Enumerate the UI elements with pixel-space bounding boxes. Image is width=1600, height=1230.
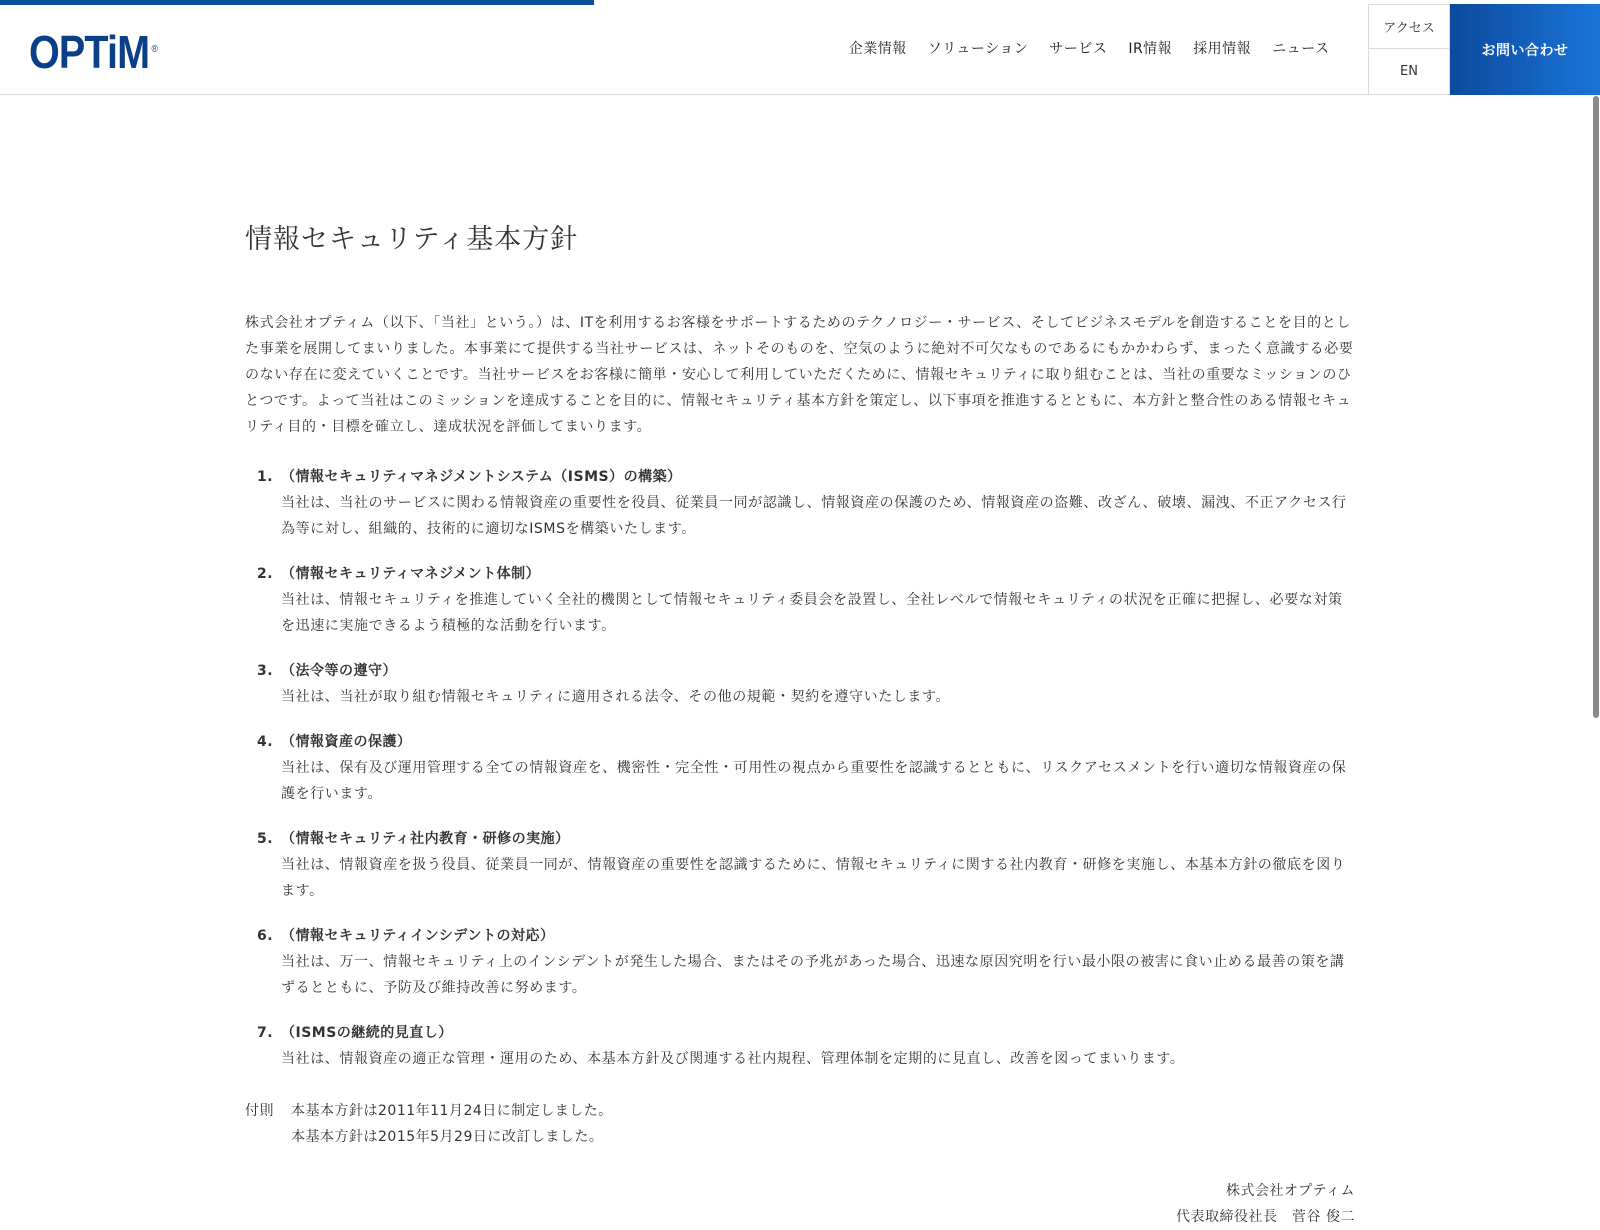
item-heading: 4. （情報資産の保護） (257, 734, 412, 750)
appendix (245, 1098, 1355, 1150)
nav-item-solution[interactable]: ソリューション (927, 41, 1029, 57)
company-name: 株式会社オプティム (1226, 1183, 1355, 1199)
appendix-label: 付則 (245, 1103, 274, 1119)
nav-item-ir[interactable]: IR情報 (1128, 41, 1173, 57)
main-content (245, 220, 1355, 1230)
item-body: 当社は、万一、情報セキュリティ上のインシデントが発生した場合、またはその予兆があった場合、迅速な原因究明を行い最小限の被害に食い止める最善の策を講ずるとともに、予防及び維持改善に努めます。 (281, 954, 1345, 996)
intro-paragraph: 株式会社オプティム（以下、「当社」という。）は、ITを利用するお客様をサポートするためのテクノロジー・サービス、そしてビジネスモデルを創造することを目的とした事業を展開してまいりました。本事業にて提供する当社サービスは、ネットそのものを、空気のように絶対不可欠なものであるにもかかわらず、まったく意識する必要のない存在に変えていくことです。当社サービスをお客様に簡単・安心して利用していただくために、情報セキュリティに取り組むことは、当社の重要なミッションのひとつです。よって当社はこのミッションを達成することを目的に、情報セキュリティ基本方針を策定し、以下事項を推進するとともに、本方針と整合性のある情報セキュリティ目的・目標を確立し、達成状況を評価してまいります。 (245, 315, 1354, 435)
list-item (245, 464, 1355, 542)
list-item (245, 1020, 1355, 1072)
scrollbar[interactable] (1593, 96, 1599, 718)
list-item (245, 729, 1355, 807)
item-heading: 1. （情報セキュリティマネジメントシステム（ISMS）の構築） (257, 469, 682, 485)
appendix-lines (291, 1098, 613, 1150)
nav-item-recruit[interactable]: 採用情報 (1193, 41, 1252, 57)
item-heading: 6. （情報セキュリティインシデントの対応） (257, 928, 555, 944)
language-en-link[interactable]: EN (1400, 64, 1418, 79)
list-item (245, 826, 1355, 904)
list-item (245, 923, 1355, 1001)
item-heading: 3. （法令等の遵守） (257, 663, 397, 679)
contact-button[interactable]: お問い合わせ (1450, 4, 1600, 95)
item-body: 当社は、情報セキュリティを推進していく全社的機関として情報セキュリティ委員会を設置し、全社レベルで情報セキュリティの状況を正確に把握し、必要な対策を迅速に実施できるよう積極的な活動を行います。 (281, 592, 1343, 634)
item-heading: 2. （情報セキュリティマネジメント体制） (257, 566, 541, 582)
registered-mark: ® (151, 44, 158, 55)
list-item (245, 658, 1355, 710)
appendix-revised: 本基本方針は2015年5月29日に改訂しました。 (291, 1129, 604, 1145)
item-body: 当社は、当社のサービスに関わる情報資産の重要性を役員、従業員一同が認識し、情報資産の保護のため、情報資産の盗難、改ざん、破壊、漏洩、不正アクセス行為等に対し、組織的、技術的に適切なISMSを構築いたします。 (281, 495, 1347, 537)
list-item (245, 561, 1355, 639)
nav-item-service[interactable]: サービス (1049, 41, 1108, 57)
logo-text: OPTiM (29, 26, 150, 78)
optim-logo[interactable] (29, 26, 158, 78)
item-body: 当社は、保有及び運用管理する全ての情報資産を、機密性・完全性・可用性の視点から重要性を認識するとともに、リスクアセスメントを行い適切な情報資産の保護を行います。 (281, 760, 1347, 802)
appendix-established: 本基本方針は2011年11月24日に制定しました。 (291, 1103, 613, 1119)
nav-item-news[interactable]: ニュース (1272, 41, 1330, 57)
representative-name: 代表取締役社長 菅谷 俊二 (1176, 1209, 1355, 1225)
item-heading: 7. （ISMSの継続的見直し） (257, 1025, 453, 1041)
signature (245, 1178, 1355, 1230)
nav-item-company[interactable]: 企業情報 (848, 41, 907, 57)
page-title: 情報セキュリティ基本方針 (245, 224, 579, 255)
item-body: 当社は、当社が取り組む情報セキュリティに適用される法令、その他の規範・契約を遵守いたします。 (281, 689, 951, 705)
site-header (0, 0, 1600, 95)
main-nav (838, 38, 1340, 60)
item-heading: 5. （情報セキュリティ社内教育・研修の実施） (257, 831, 570, 847)
policy-list (245, 464, 1355, 1072)
utility-links (1368, 4, 1450, 95)
item-body: 当社は、情報資産の適正な管理・運用のため、本基本方針及び関連する社内規程、管理体制を定期的に見直し、改善を図ってまいります。 (281, 1051, 1185, 1067)
item-body: 当社は、情報資産を扱う役員、従業員一同が、情報資産の重要性を認識するために、情報セキュリティに関する社内教育・研修を実施し、本基本方針の徹底を図ります。 (281, 857, 1346, 899)
access-link[interactable]: アクセス (1369, 4, 1449, 49)
